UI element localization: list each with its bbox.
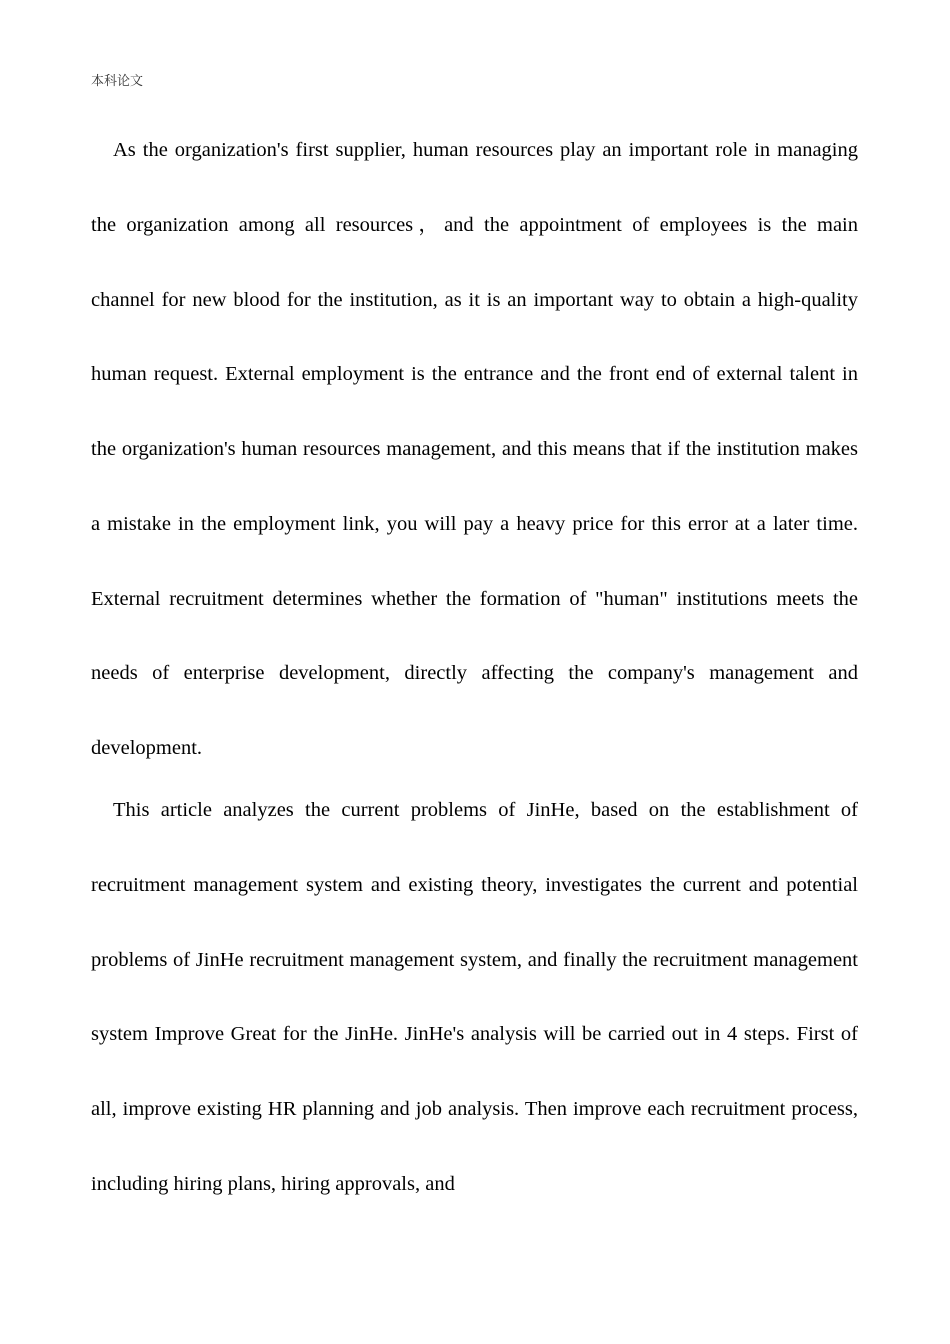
paragraph-2: This article analyzes the current problems of JinHe, based on the establishment of recruitment management system and existing theory, investigates the current and potential problems of JinHe recruitment management system, and finally the recruitment management system Improve Great for the JinHe. JinHe's analysis will be carried out in 4 steps. First of all, improve existing HR planning and job analysis. Then improve each recruitment process, including hiring plans, hiring approvals, and bbox=[91, 799, 858, 1195]
paragraph-1: As the organization's first supplier, human resources play an important role in managing the organization among all resources，and the appointment of employees is the main channel for new blood for the institution, as it is an important way to obtain a high-quality human request. External employment is the entrance and the front end of external talent in the organization's human resources management, and this means that if the institution makes a mistake in the employment link, you will pay a heavy price for this error at a later time. External recruitment determines whether the formation of "human" institutions meets the needs of enterprise development, directly affecting the company's management and development. bbox=[91, 139, 858, 759]
page-header: 本科论文 bbox=[91, 74, 144, 89]
